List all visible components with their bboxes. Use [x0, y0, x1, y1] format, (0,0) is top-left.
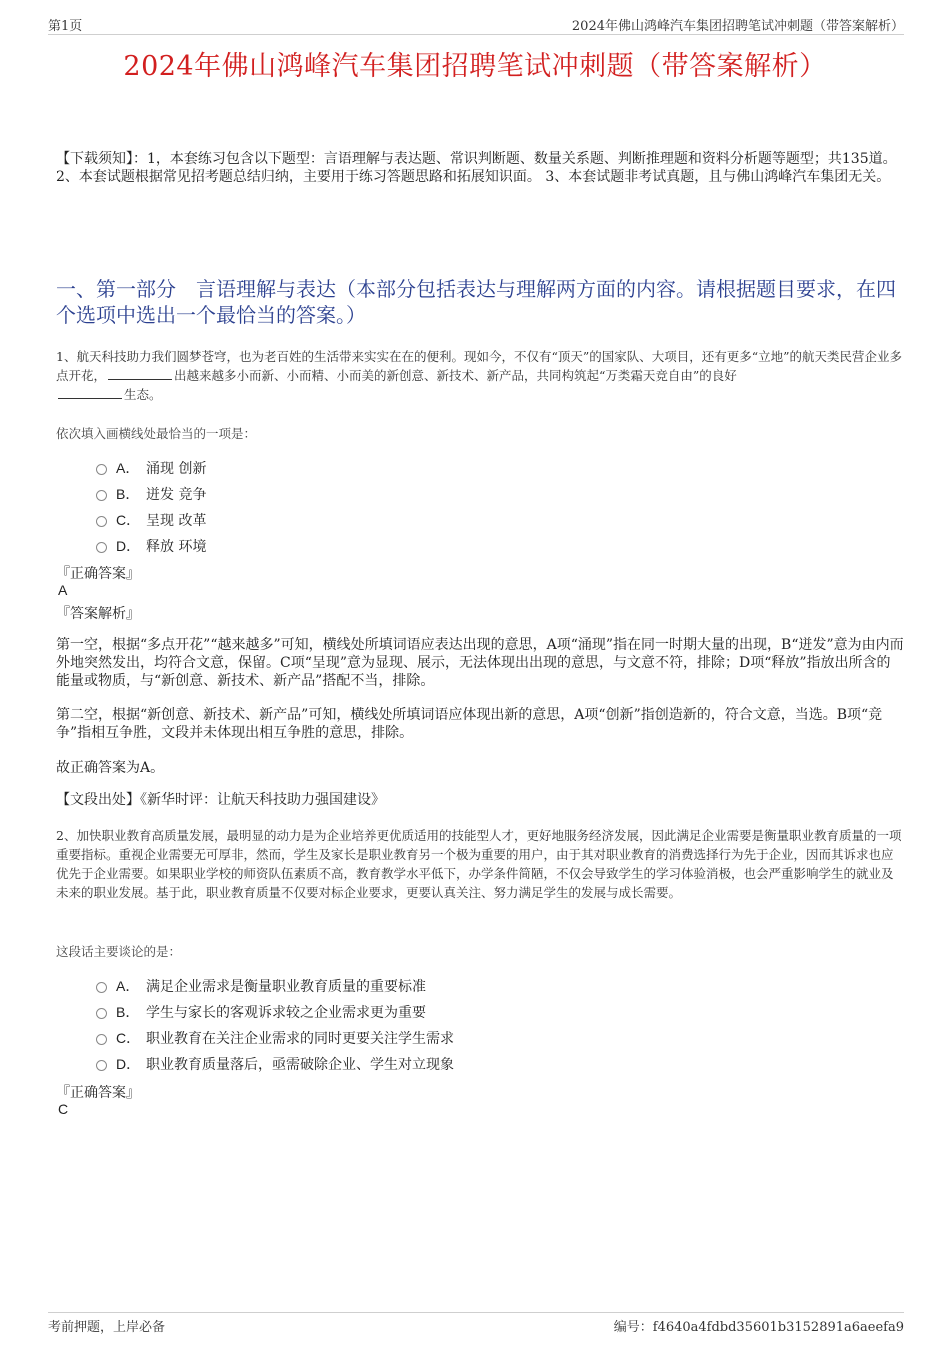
document-title: 2024年佛山鸿峰汽车集团招聘笔试冲刺题（带答案解析） — [123, 51, 827, 82]
q2-option-c[interactable]: C． 职业教育在关注企业需求的同时更要关注学生需求 — [96, 1028, 454, 1048]
blank-1 — [108, 367, 172, 380]
download-notice: 【下载须知】：1，本套练习包含以下题型：言语理解与表达题、常识判断题、数量关系题、判断推理题和资料分析题等题型；共135道。 2、本套试题根据常见招考题总结归纳，主要用于练习答题思路和拓展知识面。 3、本套试题非考试真题，且与佛山鸿峰汽车集团无关。 — [56, 151, 897, 185]
q1-option-d[interactable]: D． 释放 环境 — [96, 536, 206, 556]
q2-answer: C — [58, 1101, 69, 1117]
question-2-prompt: 这段话主要谈论的是： — [56, 944, 182, 959]
q2-option-b[interactable]: B． 学生与家长的客观诉求较之企业需求更为重要 — [96, 1002, 426, 1022]
footer-slogan: 考前押题，上岸必备 — [48, 1320, 166, 1335]
q1-option-c[interactable]: C． 呈现 改革 — [96, 510, 206, 530]
header-doc-title: 2024年佛山鸿峰汽车集团招聘笔试冲刺题（带答案解析） — [571, 19, 904, 34]
radio-icon[interactable] — [96, 490, 107, 501]
blank-2 — [58, 386, 122, 399]
radio-icon[interactable] — [96, 982, 107, 993]
q1-option-b[interactable]: B． 迸发 竞争 — [96, 484, 206, 504]
q2-option-a[interactable]: A． 满足企业需求是衡量职业教育质量的重要标准 — [96, 976, 426, 996]
q2-correct-answer-label: 『正确答案』 — [56, 1085, 140, 1101]
footer-code: 编号：f4640a4fdbd35601b3152891a6aeefa9 — [613, 1320, 904, 1335]
page-number: 第1页 — [48, 19, 83, 34]
q1-analysis-conclusion: 故正确答案为A。 — [56, 760, 165, 776]
radio-icon[interactable] — [96, 1034, 107, 1045]
radio-icon[interactable] — [96, 1008, 107, 1019]
q1-source: 【文段出处】《新华时评：让航天科技助力强国建设》 — [56, 792, 385, 808]
radio-icon[interactable] — [96, 542, 107, 553]
section-title: 一、第一部分 言语理解与表达（本部分包括表达与理解两方面的内容。请根据题目要求，在四个选项中选出一个最恰当的答案。） — [56, 277, 896, 327]
radio-icon[interactable] — [96, 516, 107, 527]
question-1-text: 1、航天科技助力我们圆梦苍穹，也为老百姓的生活带来实实在在的便利。现如今，不仅有“顶天”的国家队、大项目，还有更多“立地”的航天类民营企业多点开花， 出越来越多小而新、小而精、小而美的新创意、新技术、新产品，共同构筑起“万类霜天竞自由”的良好 生态。 — [56, 349, 903, 402]
q1-analysis-paragraph-2: 第二空，根据“新创意、新技术、新产品”可知，横线处所填词语应体现出新的意思，A项“创新”指创造新的，符合文意，当选。B项“竞争”指相互争胜，文段并未体现出相互争胜的意思，排除。 — [56, 707, 883, 741]
q2-option-d[interactable]: D． 职业教育质量落后，亟需破除企业、学生对立现象 — [96, 1054, 454, 1074]
q1-option-a[interactable]: A． 涌现 创新 — [96, 458, 206, 478]
radio-icon[interactable] — [96, 464, 107, 475]
question-2-text: 2、加快职业教育高质量发展，最明显的动力是为企业培养更优质适用的技能型人才，更好地服务经济发展，因此满足企业需要是衡量职业教育质量的一项重要指标。重视企业需要无可厚非，然而，学生及家长是职业教育另一个极为重要的用户，由于其对职业教育的消费选择行为先于企业，因而其诉求也应优先于企业需要。如果职业学校的师资队伍素质不高，教育教学水平低下，办学条件简陋，不仅会导致学生的学习体验消极，也会严重影响学生的就业及未来的职业发展。基于此，职业教育质量不仅要对标企业要求，更要认真关注、努力满足学生的发展与成长需要。 — [56, 828, 902, 900]
q1-correct-answer-label: 『正确答案』 — [56, 566, 140, 582]
question-1-prompt: 依次填入画横线处最恰当的一项是： — [56, 426, 257, 441]
q1-analysis-paragraph-1: 第一空，根据“多点开花”“越来越多”可知，横线处所填词语应表达出现的意思，A项“涌现”指在同一时期大量的出现，B“迸发”意为由内而外地突然发出，均符合文意，保留。C项“呈现”意为显现、展示，无法体现出出现的意思，与文意不符，排除；D项“释放”指放出所含的能量或物质，与“新创意、新技术、新产品”搭配不当，排除。 — [56, 637, 904, 689]
q1-analysis-label: 『答案解析』 — [56, 606, 140, 622]
page-header — [48, 12, 904, 35]
page-footer — [48, 1312, 904, 1337]
q1-answer: A — [58, 582, 68, 598]
radio-icon[interactable] — [96, 1060, 107, 1071]
